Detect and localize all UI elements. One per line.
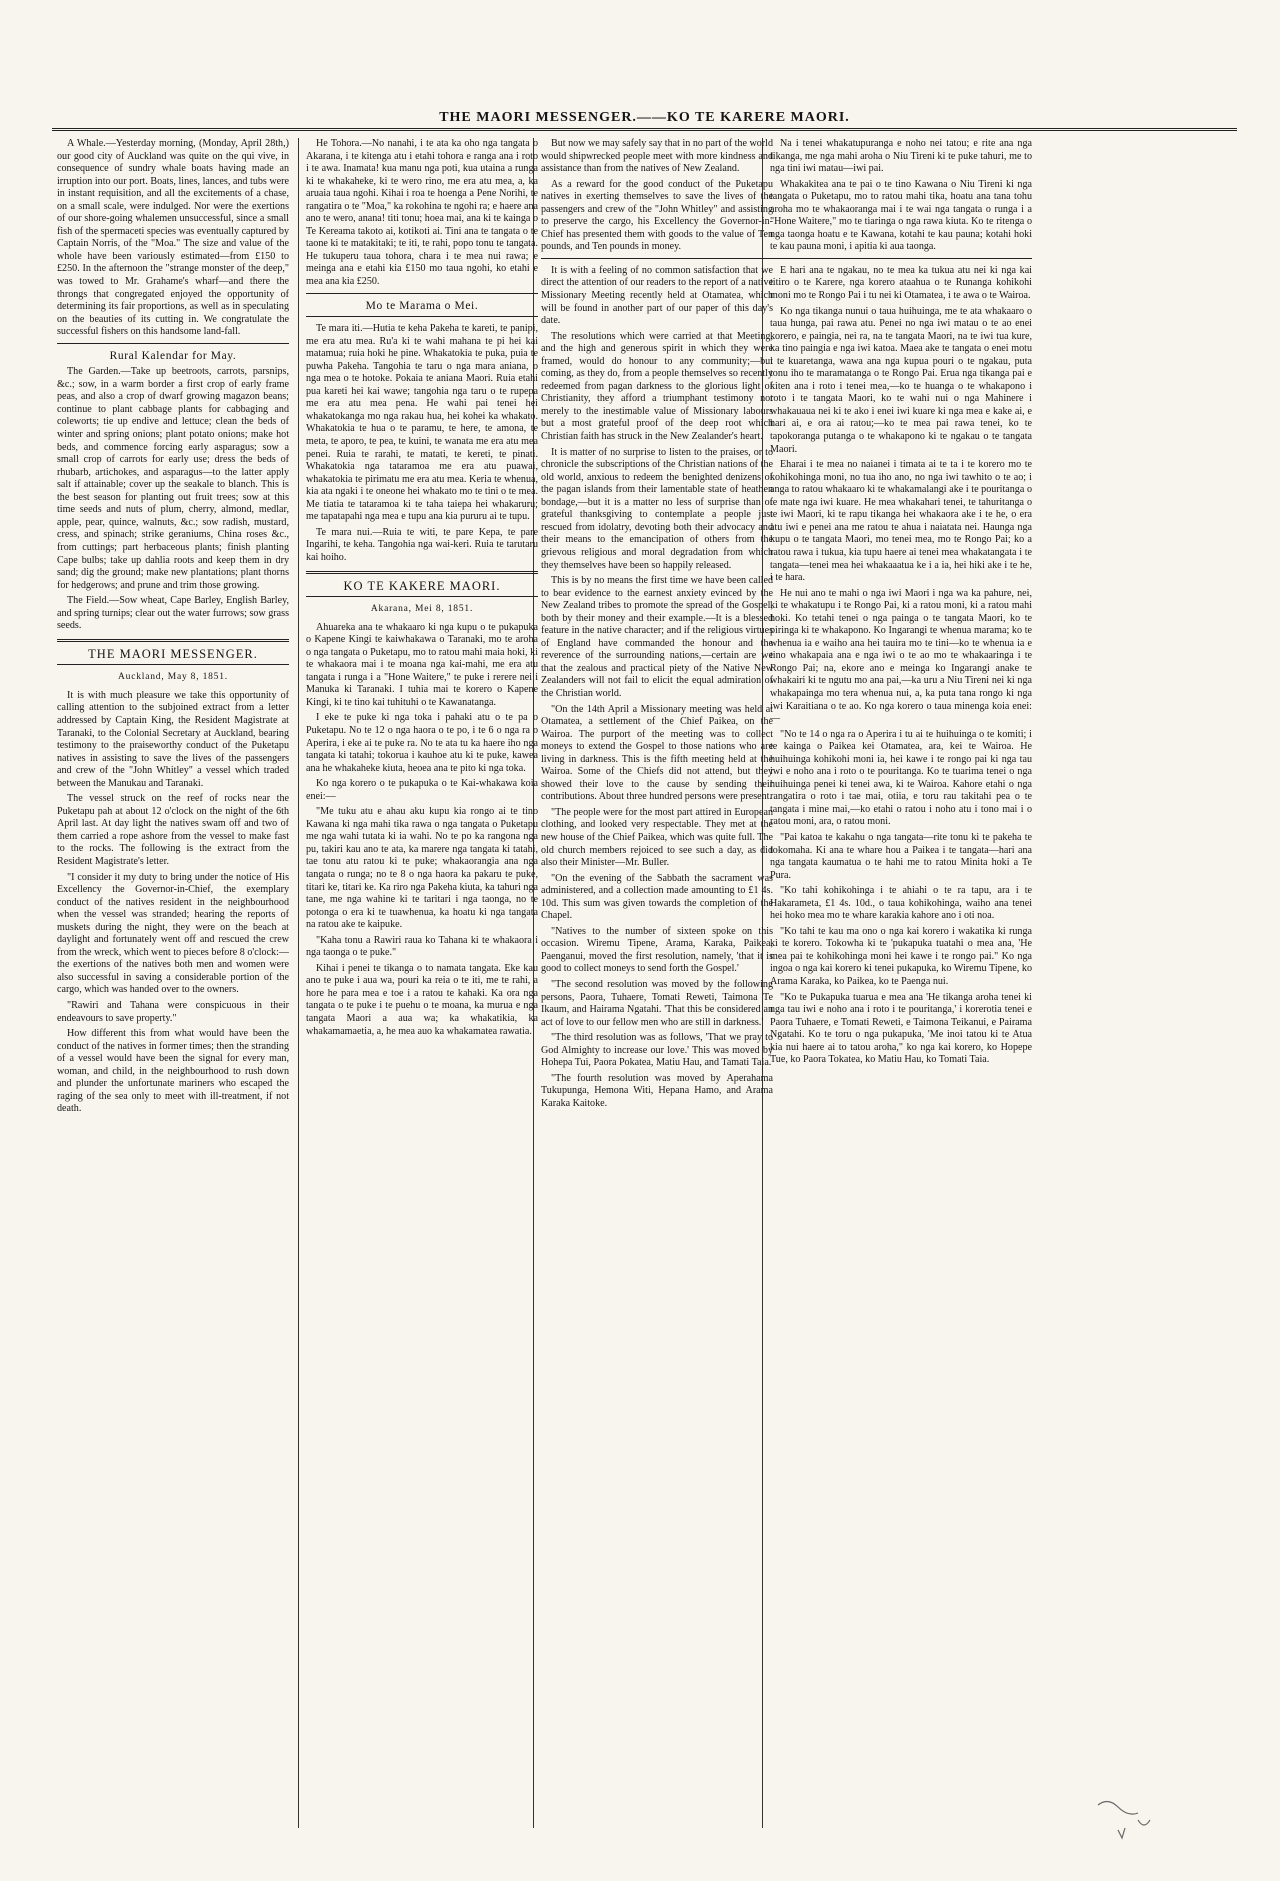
rule xyxy=(306,596,538,597)
editorial-paragraph: It is with much pleasure we take this opportunity of calling attention to the subjoined extract from a letter addressed by Captain King, the Resident Magistrate at Taranaki, to the Colonial Secretary at Auckland, bearing testimony to the praiseworthy conduct of the Puketapu natives in assisting to save the lives of the passengers and crew of the "John Whitley" a vessel which traded between the Manukau and Taranaki. xyxy=(57,689,289,789)
editorial-paragraph: "Rawiri and Tahana were conspicuous in their endeavours to save property." xyxy=(57,1000,289,1024)
article-paragraph: He nui ano te mahi o nga iwi Maori i nga wa ka pahure, nei, ki te whakatupu i te Rongo Pai, ki a ratou moni, ki a ratou mahi hoki. Ko tetahi tenei o nga painga o te tangata Maori, ko te piringa ki te whakapono. Ko Ingarangi te whenua marama; ko te whenua ia e waiho ana hei tauira mo te tini—ko te whenua ia e tino whakapaia ana e nga iwi o te ao mo te whakaaringa i te Rongo Pai; na, ekore ano e meinga ko Ingarangi anake te whakairi ki te ngutu mo ana pai,—ka uru a Niu Tireni nei ki nga whakapainga mo tera whenua nui, a, ka puta tana rongo ki nga iwi Karaitiana o te ao. Ko nga korero o taua minenga koia enei:— xyxy=(770,587,1032,725)
masthead: THE MAORI MESSENGER.——KO TE KARERE MAORI. xyxy=(52,110,1237,131)
article-paragraph: "The fourth resolution was moved by Aperahama Tukupunga, Hemona Witi, Hepana Hamo, and Arama Karaka Kaitoke. xyxy=(541,1072,773,1109)
article-paragraph: "The third resolution was as follows, 'That we pray to God Almighty to increase our love.' This was moved by Hohepa Tui, Paora Pokatea, Matiu Hau, and Tamati Taia. xyxy=(541,1032,773,1069)
paper-title-maori: KO TE KAKERE MAORI. xyxy=(343,578,501,593)
article-paragraph: "Ko tahi te kau ma ono o nga kai korero i wakatika ki runga ki te korero. Tokowha ki te 'pukapuka tuatahi o mea ana, 'He mea pai te kohikohinga moni hei kawe i te rongo pai." Ko nga ingoa o nga kai korero ki tenei pukapuka, ko Wiremu Tipene, ko Arama Karaka, ko Paikea, ko te Paenga nui. xyxy=(770,925,1032,987)
ink-smudge xyxy=(1088,1785,1168,1840)
kalendar-garden: The Garden.—Take up beetroots, carrots, parsnips, &c.; sow, in a warm border a first crop of early frame peas, and also a crop of dwarf growing magazon beans; continue to plant cabbage plants for cabbaging and coleworts; tie up endive and lettuce; clean the beds of winter and spring onions; plant potato onions; make hot beds, and commence forcing early asparagus; sow a small crop of carrots for early use; dress the beds of rhubarb, artichokes, and asparagus—to the latter apply salt if attainable; cover up the seakale to blanch. This is the best season for planting out fruit trees; sow at this time seeds and nuts of plum, cherry, almond, medlar, apple, pear, quince, walnuts, &c.; sow radish, mustard, cress, and spinach; strike geraniums, China roses &c., from cuttings; part herbaceous plants; finish planting Cape bulbs; take up dahlia roots and keep them in dry sand; dig the ground; make new plantations; plant thorns for hedgerows; and prune and trim those growing. xyxy=(57,366,289,591)
rule xyxy=(306,293,538,294)
article-paragraph: E hari ana te ngakau, no te mea ka tukua atu nei ki nga kai titiro o te Karere, nga korero ataahua o te Runanga kohikohi moni mo te Rongo Pai i tu nei ki Otamatea, i te awa o te Wairoa. xyxy=(770,264,1032,302)
editorial-paragraph: Kihai i penei te tikanga o to namata tangata. Eke kau ano te puke i aua wa, pouri ka reia o te iti, me te rahi, a hore he para mea e toe i a ratou te kahaki. Ka ora nga tangata o te puke i te puehu o te moana, ka murua e nga tangata Maori a aua wa; ka whakatikia, ka whakamamaetia, a, he mea auo ka whakamatea rawatia. xyxy=(306,962,538,1037)
article-paragraph: "Ko tahi kohikohinga i te ahiahi o te ra tapu, ara i te Hakarameta, £1 4s. 10d., o taua kohikohinga, waiho ana tenei hei hoko mea mo te whare karakia kahore ano i oti noa. xyxy=(770,885,1032,922)
editorial-paragraph: "I consider it my duty to bring under the notice of His Excellency the Governor-in-Chief, the exemplary conduct of the natives resident in the neighbourhood when the vessel was stranded; hearing the reports of muskets during the night, they were on the beach at daylight and fortunately went off and rescued the crew from the wreck, which went to pieces before 8 o'clock:—the exertions of the natives both men and women were also successful in saving a considerable portion of the cargo, which was handed over to the owners. xyxy=(57,871,289,996)
article-paragraph: Whakakitea ana te pai o te tino Kawana o Niu Tireni ki nga tangata o Puketapu, mo to ratou mahi tika, hoatu ana tana tohu aroha mo te whakaoranga mai i te wai nga tangata o runga i a "Hone Waitere," mo te tiaringa o nga rawa kiuta. Ko te ritenga o nga taonga hoatu e te Kawana, kotahi te kau pauna; kotahi hoki te kau pauna moni, i apitia ki aua taonga. xyxy=(770,178,1032,253)
dateline-english: Auckland, May 8, 1851. xyxy=(118,672,228,683)
column-1 xyxy=(57,138,289,1838)
dateline-maori: Akarana, Mei 8, 1851. xyxy=(370,604,474,615)
article-paragraph: "The second resolution was moved by the following persons, Paora, Tuhaere, Tomati Reweti, Taimona Te Ikaum, and Hairama Ngatahi. 'That this be considered an act of love to our fellow men who are still in darkness.' xyxy=(541,979,773,1028)
editorial-paragraph: Ahuareka ana te whakaaro ki nga kupu o te pukapuka o Kapene Kingi te kaiwhakawa o Taranaki, mo te aroha o nga tangata o Puketapu, mo to ratou mahi maia hoki, ki te whakaora mai i te moana nga kai-mahi, me era atu tangata i runga i a "Hone Waitere," te puke i rerere nei i Manuka ki Taranaki. I tuhia mai te korero o Kapene Kingi, ki te tino kai tuhituhi o te Kawanatanga. xyxy=(306,621,538,708)
column-3 xyxy=(541,138,773,1838)
article-paragraph: The resolutions which were carried at that Meeting, and the high and generous spirit in which they were framed, would do honour to any community;—but coming, as they do, from a people themselves so recently redeemed from pagan darkness to the glorious light of Christianity, they afford a triumphant testimony not merely to the inestimable value of Missionary labours but a most grateful proof of the deep root which Christian faith has struck in the New Zealander's heart. xyxy=(541,330,773,443)
kalendar-heading: Rural Kalendar for May. xyxy=(109,349,237,362)
marama-heading: Mo te Marama o Mei. xyxy=(365,299,479,312)
editorial-paragraph: I eke te puke ki nga toka i pahaki atu o te pa o Puketapu. No te 12 o nga haora o te po, i te 6 o nga ra o Aperira, i eke ai te puke ra. No te ata tu ka haere iho nga tangata ki tatahi; tokorua i kauhoe atu ki te puke, kawea ana he whakaheke kiuta, heoea ana te pito ki nga toka. xyxy=(306,712,538,774)
editorial-paragraph: "Kaha tonu a Rawiri raua ko Tahana ki te whakaora i nga taonga o te puke." xyxy=(306,934,538,959)
editorial-paragraph: "Me tuku atu e ahau aku kupu kia rongo ai te tino Kawana ki nga mahi tika rawa o nga tangata o Puketapu me nga wahi tutata ki ia wahi. No te po ka rangona nga pu, takiri kau ano te ata, ka marere nga tangata ki tatahi, tae tonu atu ratou ki te puke; whakaorangia ana nga tangata o runga; no te 8 o nga haora ka pakaru te puke, titari ke, titari ke. Ka riro nga Pakeha kiuta, ka tahuri nga tane, me nga wahine ki te taritari i nga taonga, no te potonga o era ki te tuawhenua, ka hoatu ki nga tangata na ratou ake te kaipuke. xyxy=(306,806,538,931)
article-paragraph: "No te 14 o nga ra o Aperira i tu ai te huihuinga o te komiti; i te kainga o Paikea kei Otamatea, ara, kei te Wairoa. He huihuinga kohikohi moni ia, hei kawe i te rongo pai ki nga tau iwi e noho ana i roto o te pouritanga. Ko te tuarima tenei o nga huihuinga penei ki tenei awa, ki te Wairoa. Kahore etahi o nga rangatira o roto i tae mai, otiia, e toru rau takitahi pea o te tangata i mine mai,—ko etahi o ratou i noho atu i tono mai i o ratou moni, ara, o ratou moni. xyxy=(770,728,1032,828)
article-paragraph: "The people were for the most part attired in European clothing, and looked very respectable. They met at the new house of the Chief Paikea, which was quite full. The old church members rejoiced to see such a day, as did also their Minister—Mr. Buller. xyxy=(541,806,773,869)
article-paragraph: Eharai i te mea no naianei i timata ai te ta i te korero mo te kohikohinga moni, no tua iho ano, no nga iwi tawhito o te ao; i anga to ratou whakaaro ki te whakamalangi ake i te pouritanga o te mate nga iwi kuare. He mea whakahari tenei, te tahuritanga o te iwi Maori, ki te rapu tikanga hei whakaora ake i te he, o era atu iwi e penei ana me ratou te ahua i naiatata nei. Haunga nga kupu o te tangata Maori, mo tenei mea, mo te Rongo Pai; ko a ratou rawa i tukua, kia tupu haere ai tenei mea whakatangata i te tangata—tenei mea hei whakaaatua ke i a ia, hei hiki ake i te he, i te hara. xyxy=(770,459,1032,584)
column-divider xyxy=(298,138,299,1828)
editorial-paragraph: How different this from what would have been the conduct of the natives in former times; then the stranding of a vessel would have been the signal for every man, woman, and child, in the neighbourhood to rush down and plunder the unfortunate mariners who escaped the raging of the sea only to meet with ill-treatment, if not death. xyxy=(57,1028,289,1115)
kalendar-field: The Field.—Sow wheat, Cape Barley, English Barley, and spring turnips; clear out the water furrows; sow grass seeds. xyxy=(57,595,289,632)
paper-title-english: THE MAORI MESSENGER. xyxy=(88,646,258,661)
rule xyxy=(57,343,289,344)
editorial-paragraph: Ko nga korero o te pukapuka o te Kai-whakawa koia enei:— xyxy=(306,778,538,802)
column-2 xyxy=(306,138,538,1838)
marama-mara-iti: Te mara iti.—Hutia te keha Pakeha te kareti, te panipi, me era atu mea. Ru'a ki te wahi mahana te pi hei kai matamua; ruia hoki he pine. Whakatokia te puka, puia te puwha Pakeha. Tangohia te taru o nga mara aniana, o nga mea o te hotoke. Pokaia te aniana Maori. Ruia etahi pua kareti hei kai wawe; tangohia nga taru o te rupepa me era atu mea pena. He wahi pai tenei hei whakatokanga mo nga rakau hua, hei kohei ka whakato. Whakatokia te hua o te paramu, te here, te amona, te meta, te aporo, te pea, te kuini, te wanata me era atu mea penei. Ruia te rarahi, te matati, te kereti, te pinati. Whakatokia nga tataramoa me era atu puawai, whakatokia te pirimatu me era atu mea. Keria te whenua, kia ata ngaki i te oneone hei whakato mo te tini o te mea. Me tiatia te tataramoa ki te taha taiepa hei whakaruru; me tapatapahi nga mea e tupu ana kia pururu ai te tupu. xyxy=(306,323,538,523)
article-paragraph: This is by no means the first time we have been called to bear evidence to the earnest anxiety evinced by the New Zealand tribes to promote the spread of the Gospel, both by their money and their example.—It is a blessed feature in the native character; and if the religious virtues of England have commanded the honour and the reverence of the surrounding nations,—certain are we that the zealous and practical piety of the Native New Zealanders will not fail to elicit the equal admiration of the Christian world. xyxy=(541,575,773,699)
article-paragraph: "Natives to the number of sixteen spoke on this occasion. Wiremu Tipene, Arama, Karaka, Paikea, Paenganui, moved the first resolution, namely, 'that it is good to collect moneys to send forth the Gospel.' xyxy=(541,925,773,975)
article-paragraph: "On the evening of the Sabbath the sacrament was administered, and a collection made amounting to £1 4s. 10d. This sum was given towards the completion of the Chapel. xyxy=(541,872,773,922)
rule xyxy=(306,316,538,317)
rule xyxy=(57,664,289,665)
column-4 xyxy=(770,138,1032,1838)
article-paragraph: As a reward for the good conduct of the Puketapu natives in exerting themselves to save the lives of the passengers and crew of the "John Whitley" and assisting to preserve the cargo, his Excellency the Governor-in-Chief has presented them with goods to the value of Ten pounds, and Ten pounds in money. xyxy=(541,178,773,253)
article-paragraph: "On the 14th April a Missionary meeting was held at Otamatea, a settlement of the Chief Paikea, on the Wairoa. The purport of the meeting was to collect moneys to extend the Gospel to those nations who are living in darkness. This is the fifth meeting held at the Wairoa. Some of the Chiefs did not attend, but they showed their love to the cause by sending their contributions. About three hundred persons were present. xyxy=(541,703,773,803)
article-paragraph: "Ko te Pukapuka tuarua e mea ana 'He tikanga aroha tenei ki nga tau iwi e noho ana i roto i te pouritanga,' i korerotia tenei e Paora Tuhaere, e Tomati Reweti, e Taimona Teikanui, e Pairama Ngatahi. Ko te toru o nga pukapuka, 'Me inoi tatou ki te Atua kia nui haere ai to tatou aroha," ko nga kai korero, ko Hopepe Tue, ko Paora Tokatea, ko Matiu Hau, ko Tomati Taia. xyxy=(770,991,1032,1066)
rule xyxy=(770,258,1032,259)
marama-mara-nui: Te mara nui.—Ruia te witi, te pare Kepa, te pare Ingarihi, te keha. Tangohia nga wai-keri. Ruia te tarutaru kai hoiho. xyxy=(306,526,538,563)
article-paragraph: It is matter of no surprise to listen to the praises, or to chronicle the subscriptions of the Christian nations of the old world, anxious to redeem the benighted denizens of the pagan islands from their lamentable state of heathen bondage,—but it is a matter no less of surprise than of grateful thanksgiving to contemplate a people just rescued from idolatry, devoting both their advocacy and their means to the emancipation of others from the grievous religious and moral degradation from which they themselves have been so happily released. xyxy=(541,446,773,571)
article-paragraph: It is with a feeling of no common satisfaction that we direct the attention of our readers to the report of a native Missionary Meeting recently held at Otamatea, which will be found in another part of our paper of this day's date. xyxy=(541,264,773,327)
article-paragraph: Na i tenei whakatupuranga e noho nei tatou; e rite ana nga tikanga, me nga mahi aroha o Niu Tireni ki te puke tahuri, me to nga tini iwi matau—iwi pai. xyxy=(770,138,1032,175)
article-paragraph: Ko nga tikanga nunui o taua huihuinga, me te ata whakaaro o taua hunga, pai rawa atu. Penei no nga iwi matau o te ao enei korero, e paingia, nei ra, na te tangata Maori, na te iwi tua kure, ka tino paingia e nga iwi katoa. Maea ake te tangata o enei motu i te kuaretanga, wawa ana nga kupua pouri o te ngakau, puta tonu iho te maramatanga o te Rongo Pai. Erua nga tikanga pai e kiten ana i roto i tenei mea,—ko te huanga o te whakapono i roto i te tangata Maori, ko te wahi nui o nga Mahinere i whakauaua nei ki te ako i enei iwi kuare ki nga mea e kake ai, e hari ai, e ora ai ratou;—ko te mea pai rawa tenei, ko te tapokoranga putanga o te whakapono ki te ngakau o te tangata Maori. xyxy=(770,305,1032,455)
rule xyxy=(306,571,538,574)
article-paragraph: "Pai katoa te kakahu o nga tangata—rite tonu ki te pakeha te tokomaha. Ki ana te whare hou a Paikea i te tangata—hari ana nga tangata kaumatua o te hahi me to ratou Minita hoki a Te Pura. xyxy=(770,831,1032,881)
rule xyxy=(541,258,773,259)
article-tohora: He Tohora.—No nanahi, i te ata ka oho nga tangata o Akarana, i te kitenga atu i etahi tohora e ranga ana i roto i te awa. Inamata! kua manu nga poti, kua utaina a runga ki te whakaheke, ki te wero rino, me era atu mea, a, ka aruaia taua ngohi. Kihai i roa te hoenga a Pene Norihi, te rangatira o te "Moa," ka rokohina te ngohi ra; e haere ana ano te wero, anana! titi tonu; hoea mai, ana ki te kainga o Te Kereama takoto ai, kotikoti ai. Tini ana te tangata o te taone ki te matakitaki; te iti, te rahi, popo tonu te tangata. He tukuperu taua tohora, chara i te mea nui rawa; e meinga ana e etahi kia £150 mo taua ngohi, ko etahi e mea ana kia £250. xyxy=(306,138,538,288)
editorial-paragraph: The vessel struck on the reef of rocks near the Puketapu pah at about 12 o'clock on the night of the 6th April last. At day light the natives swam off and two of them carried a rope ashore from the vessel to make fast to the rocks. The following is the extract from the Resident Magistrate's letter. xyxy=(57,793,289,867)
article-whale: A Whale.—Yesterday morning, (Monday, April 28th,) our good city of Auckland was quite on the qui vive, in consequence of sundry whale boats having made an irruption into our port. Boats, lines, lances, and tubs were in instant requisition, and all the excitements of a chase, on a small scale, were indulged. Nor were the exertions of our shore-going whalemen unsuccessful, since a small fish of the spermaceti species was eventually captured by Captain Norris, of the "Moa." The size and value of the whole have been variously estimated—from £150 to £250. In the afternoon the "strange monster of the deep," was towed to Mr. Grahame's wharf—and there the throngs that congregated enjoyed the opportunity of determining its fair proportions, as well as in speculating on the beauties of its cutting in. We congratulate the successful fishers on this handsome land-fall. xyxy=(57,138,289,338)
article-paragraph: But now we may safely say that in no part of the world would shipwrecked people meet with more kindness and assistance than from the natives of New Zealand. xyxy=(541,138,773,175)
rule xyxy=(57,639,289,642)
